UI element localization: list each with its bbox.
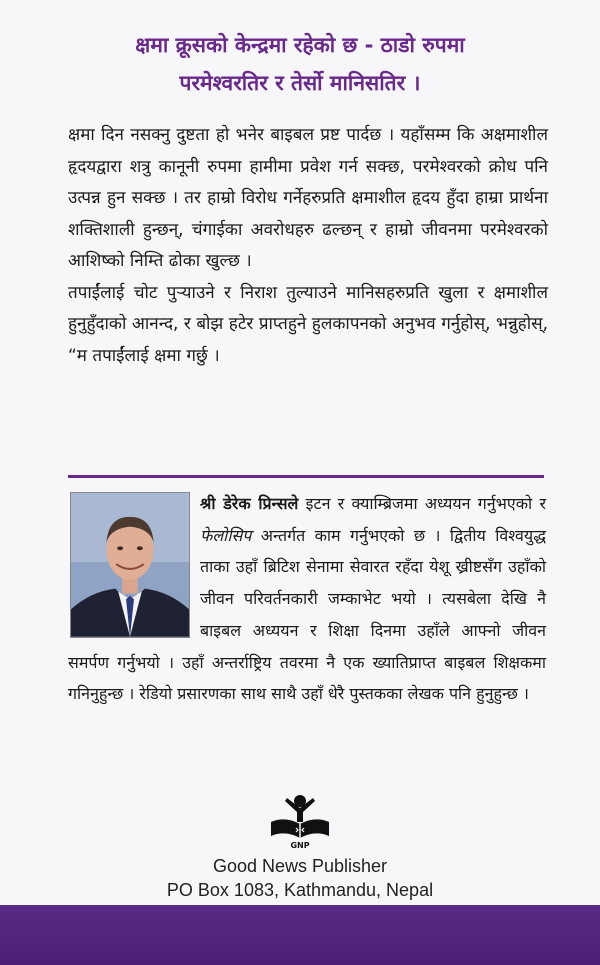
publisher-logo-text: GNP [290, 841, 310, 850]
publisher-block [0, 792, 600, 902]
author-name: श्री डेरेक प्रिन्सले [200, 494, 299, 513]
headline-line-1: क्षमा क्रूसको केन्द्रमा रहेको छ - ठाडो रुपमा [135, 33, 465, 57]
publisher-name: Good News Publisher [212, 856, 388, 876]
bio-fellowship: फेलोसिप [200, 525, 252, 545]
publisher-logo-icon [263, 792, 337, 850]
blurb-paragraph-1: क्षमा दिन नसक्नु दुष्टता हो भनेर बाइबल प्रष्ट पार्दछ । यहाँसम्म कि अक्षमाशील हृदयद्वारा शत्रु कानूनी रुपमा हामीमा प्रवेश गर्न सक्छ, परमेश्वरको क्रोध पनि उत्पन्न हुन सक्छ । तर हाम्रो विरोध गर्नेहरुप्रति क्षमाशील हृदय हुँदा हाम्रा प्रार्थना शक्तिशाली हुन्छन्, चंगाईका अवरोधहरु ढल्छन् र हाम्रो जीवनमा परमेश्वरको आशिष्को निम्ति ढोका खुल्छ । [68, 125, 548, 271]
headline [40, 26, 560, 102]
blurb [68, 120, 548, 372]
headline-line-2: परमेश्वरतिर र तेर्सो मानिसतिर । [179, 71, 421, 95]
divider-rule [68, 475, 544, 478]
bio-text-2: अन्तर्गत काम गर्नुभएको छ । द्वितीय विश्वयुद्ध ताका उहाँ ब्रिटिश सेनामा सेवारत रहँदा येशू ख्रीष्टसँग उहाँको जीवन परिवर्तनकारी जम्काभेट भयो । त्यसबेला देखि नै बाइबल अध्ययन र शिक्षा दिनमा उहाँले आफ्नो जीवन समर्पण गर्नुभयो । उहाँ अन्तर्राष्ट्रिय तवरमा नै एक ख्यातिप्राप्त बाइबल शिक्षकमा गनिनुहुन्छ । रेडियो प्रसारणका साथ साथै उहाँ धेरै पुस्तकका लेखक पनि हुनुहुन्छ । [68, 525, 546, 704]
bottom-color-band [0, 905, 600, 965]
publisher-address: PO Box 1083, Kathmandu, Nepal [166, 880, 434, 900]
bio-text-1: इटन र क्याम्ब्रिजमा अध्ययन गर्नुभएको र [298, 494, 546, 513]
blurb-paragraph-2: तपाईंलाई चोट पुर्‍याउने र निराश तुल्याउने मानिसहरुप्रति खुला र क्षमाशील हुनुहुँदाको आनन्द, र बोझ हटेर प्राप्तहुने हुलकापनको अनुभव गर्नुहोस्, भन्नुहोस्, “म तपाईंलाई क्षमा गर्छु । [68, 282, 548, 366]
author-bio [68, 488, 546, 710]
author-portrait-image [71, 493, 189, 637]
author-photo [70, 492, 190, 638]
